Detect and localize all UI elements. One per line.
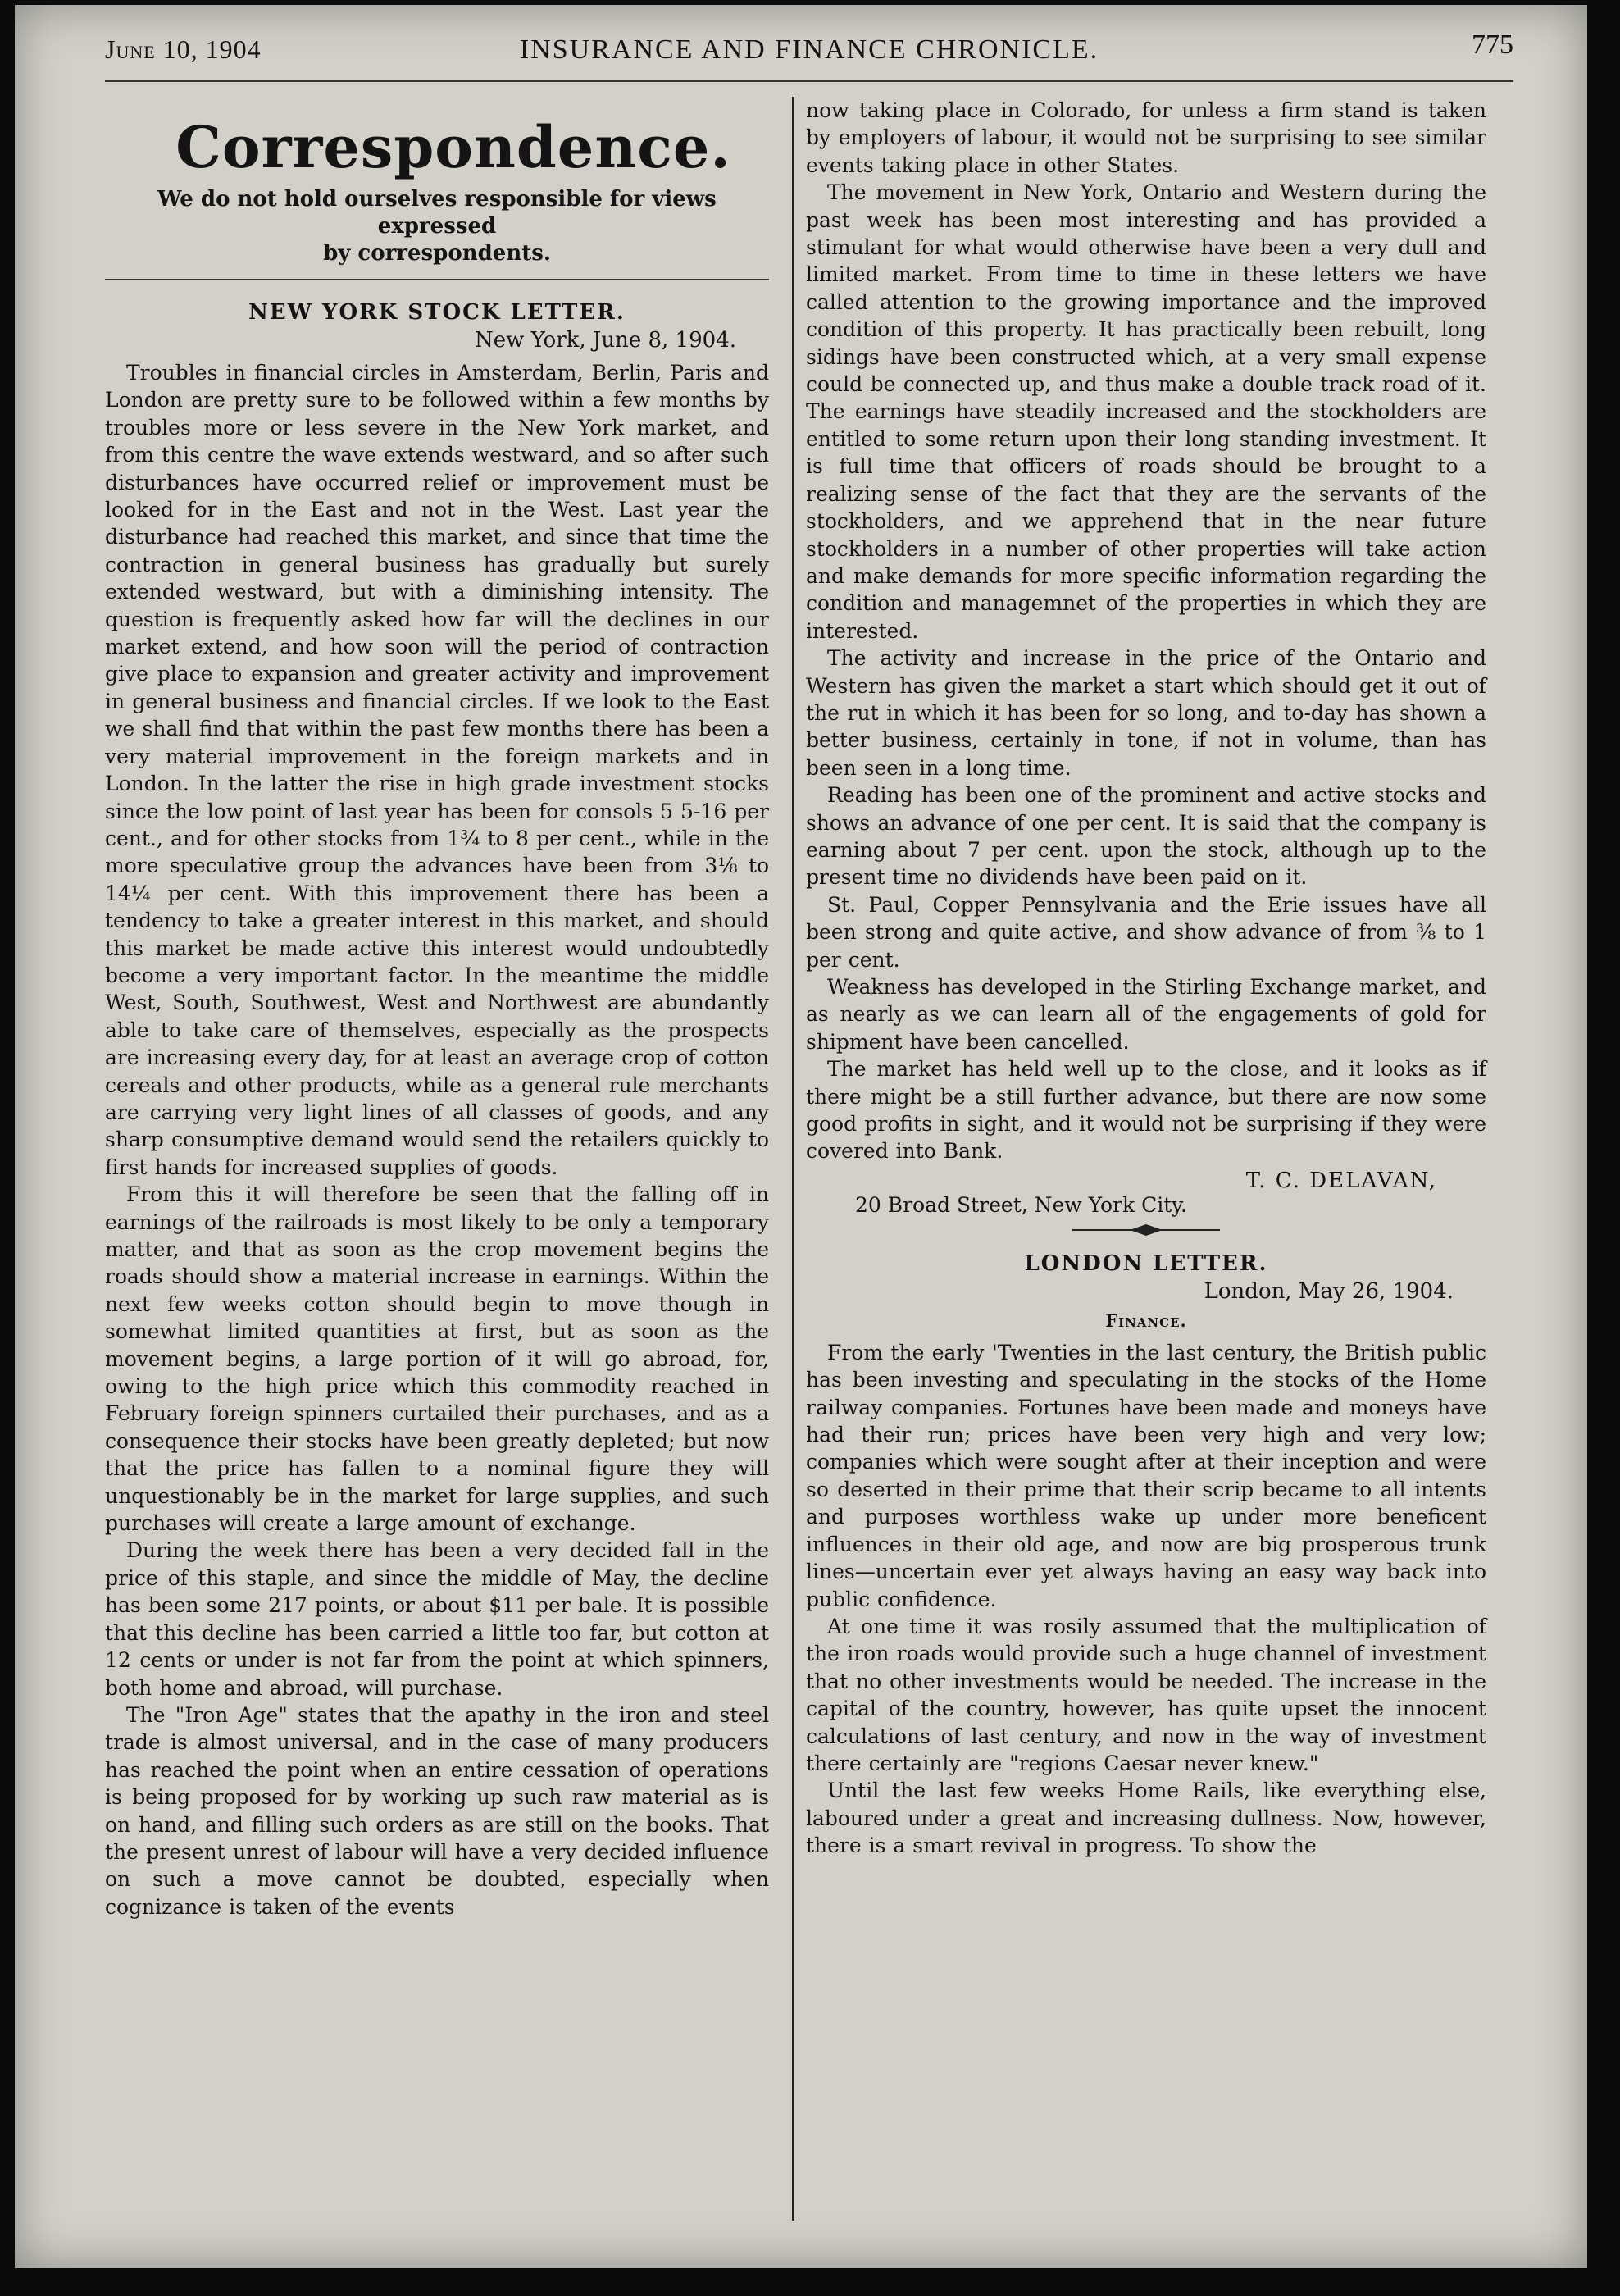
ny-paragraph: The activity and increase in the price of the Ontario and Western has given the market a start which should get it out of the rut in which it has been for so long, and to-day has shown a better business, certainly in tone, if not in volume, than has been seen in a long time.: [806, 646, 1486, 780]
right-column: [806, 97, 1486, 1860]
signature: T. C. DELAVAN,: [1245, 1168, 1437, 1193]
london-subhead: Finance.: [1105, 1310, 1187, 1331]
london-paragraph: Until the last few weeks Home Rails, like everything else, laboured under a great and increasing dullness. Now, however, there is a smart revival in progress. To show the: [806, 1779, 1486, 1858]
publication-title: INSURANCE AND FINANCE CHRONICLE.: [519, 34, 1099, 65]
page-number: 775: [1472, 30, 1513, 60]
ny-letter-dateline: New York, June 8, 1904.: [475, 328, 736, 353]
ny-paragraph: Weakness has developed in the Stirling Exchange market, and as nearly as we can learn all of the engagements of gold for shipment have been cancelled.: [806, 975, 1486, 1054]
ny-paragraph: From this it will therefore be seen that the falling off in earnings of the railroads is most likely to be only a temporary matter, and that as soon as the crop movement begins the roads should show a material increase in earnings. Within the next few weeks cotton should begin to move though in somewhat limited quantities at first, but as soon as the movement begins, a large portion of it will go abroad, for, owing to the high price which this commodity reached in February foreign spinners curtailed their purchases, and as a consequence their stocks have been greatly depleted; but now that the price has fallen to a nominal figure they will unquestionably be in the market for large supplies, and such purchases will create a large amount of exchange.: [105, 1182, 769, 1536]
issue-date: June 10, 1904: [105, 34, 262, 64]
column-divider: [792, 97, 794, 2221]
header-rule: [105, 80, 1513, 82]
running-head: [105, 30, 1513, 71]
ny-letter-title: NEW YORK STOCK LETTER.: [248, 300, 626, 325]
ornament-divider: [806, 1223, 1486, 1240]
ny-paragraph: The "Iron Age" states that the apathy in the iron and steel trade is almost universal, and in the case of many producers has reached the point when an entire cessation of operations is being proposed for by working up such raw material as is on hand, and filling such orders as are still on the books. That the present unrest of labour will have a very decided influence on such a move cannot be doubted, especially when cognizance is taken of the events: [105, 1702, 769, 1919]
left-column: [105, 97, 769, 1920]
ny-paragraph: Reading has been one of the prominent and active stocks and shows an advance of one per cent. It is said that the company is earning about 7 per cent. upon the stock, although up to the present time no dividends have been paid on it.: [806, 783, 1486, 890]
ny-paragraph: St. Paul, Copper Pennsylvania and the Erie issues have all been strong and quite active, and show advance of from ⅜ to 1 per cent.: [806, 892, 1486, 972]
london-letter-dateline: London, May 26, 1904.: [1204, 1278, 1454, 1304]
ornament-rule-icon: [1072, 1223, 1220, 1237]
london-paragraph: At one time it was rosily assumed that the multiplication of the iron roads would provide such a huge channel of investment that no other investments would be needed. The increase in the capital of the country, however, has quite upset the innocent calculations of last century, and now in the way of investment there certainly are "regions Caesar never knew.": [806, 1614, 1486, 1775]
section-rule: [105, 279, 769, 280]
disclaimer: [105, 186, 769, 267]
ny-paragraph: During the week there has been a very decided fall in the price of this staple, and since the middle of May, the decline has been some 217 points, or about $11 per bale. It is possible that this decline has been carried a little too far, but cotton at 12 cents or under is not far from the point at which spinners, both home and abroad, will purchase.: [105, 1538, 769, 1700]
ny-paragraph: The movement in New York, Ontario and Western during the past week has been most interesting and has provided a stimulant for what would otherwise have been a very dull and limited market. From time to time in these letters we have called attention to the growing importance and the improved condition of this property. It has practically been rebuilt, long sidings have been constructed which, at a very small expense could be connected up, and thus make a double track road of it. The earnings have steadily increased and the stockholders are entitled to some return upon their long standing investment. It is full time that officers of roads should be brought to a realizing sense of the fact that they are the servants of the stockholders, and we apprehend that in the near future stockholders in a number of other properties will take action and make demands for more specific information regarding the condition and managemnet of the properties in which they are interested.: [806, 180, 1486, 643]
signature-address: 20 Broad Street, New York City.: [855, 1192, 1188, 1217]
newspaper-page: [15, 5, 1587, 2268]
london-paragraph: From the early 'Twenties in the last century, the British public has been investing and speculating in the stocks of the Home railway companies. Fortunes have been made and moneys have had their run; prices have been very high and very low; companies which were sought after at their inception and were so deserted in their prime that their scrip became to all intents and purposes worthless wake up under more beneficent influences in their old age, and now are big prosperous trunk lines—uncertain ever yet always having an easy way back into public confidence.: [806, 1340, 1486, 1611]
ny-paragraph: Troubles in financial circles in Amsterdam, Berlin, Paris and London are pretty sure to be followed within a few months by troubles more or less severe in the New York market, and from this centre the wave extends westward, and so after such disturbances have occurred relief or improvement must be looked for in the East and not in the West. Last year the disturbance had reached this market, and since that time the contraction in general business has gradually but surely extended westward, but with a diminishing intensity. The question is frequently asked how far will the declines in our market extend, and how soon will the period of contraction give place to expansion and greater activity and improvement in general business and financial circles. If we look to the East we shall find that within the past few months there has been a very material improvement in the foreign markets and in London. In the latter the rise in high grade investment stocks since the low point of last year has been for consols 5 5-16 per cent., and for other stocks from 1¾ to 8 per cent., while in the more speculative group the advances have been from 3⅛ to 14¼ per cent. With this improvement there has been a tendency to take a greater interest in this market, and should this market be made active this interest would undoubtedly become a very important factor. In the meantime the middle West, South, Southwest, West and Northwest are abundantly able to take care of themselves, especially as the prospects are increasing every day, for at least an average crop of cotton cereals and other products, while as a general rule merchants are carrying very light lines of all classes of goods, and any sharp consumptive demand would send the retailers quickly to first hands for increased supplies of goods.: [105, 361, 769, 1179]
london-letter-title: LONDON LETTER.: [1024, 1250, 1268, 1276]
correspondence-heading: Correspondence.: [175, 113, 731, 181]
disclaimer-line-2: by correspondents.: [323, 241, 551, 266]
disclaimer-line-1: We do not hold ourselves responsible for views expressed: [157, 187, 717, 239]
ny-paragraph: The market has held well up to the close, and it looks as if there might be a still further advance, but there are now some good profits in sight, and it would not be surprising if they were covered into Bank.: [806, 1057, 1486, 1164]
ny-paragraph-continued: now taking place in Colorado, for unless a firm stand is taken by employers of labour, it would not be surprising to see similar events taking place in other States.: [806, 98, 1486, 177]
